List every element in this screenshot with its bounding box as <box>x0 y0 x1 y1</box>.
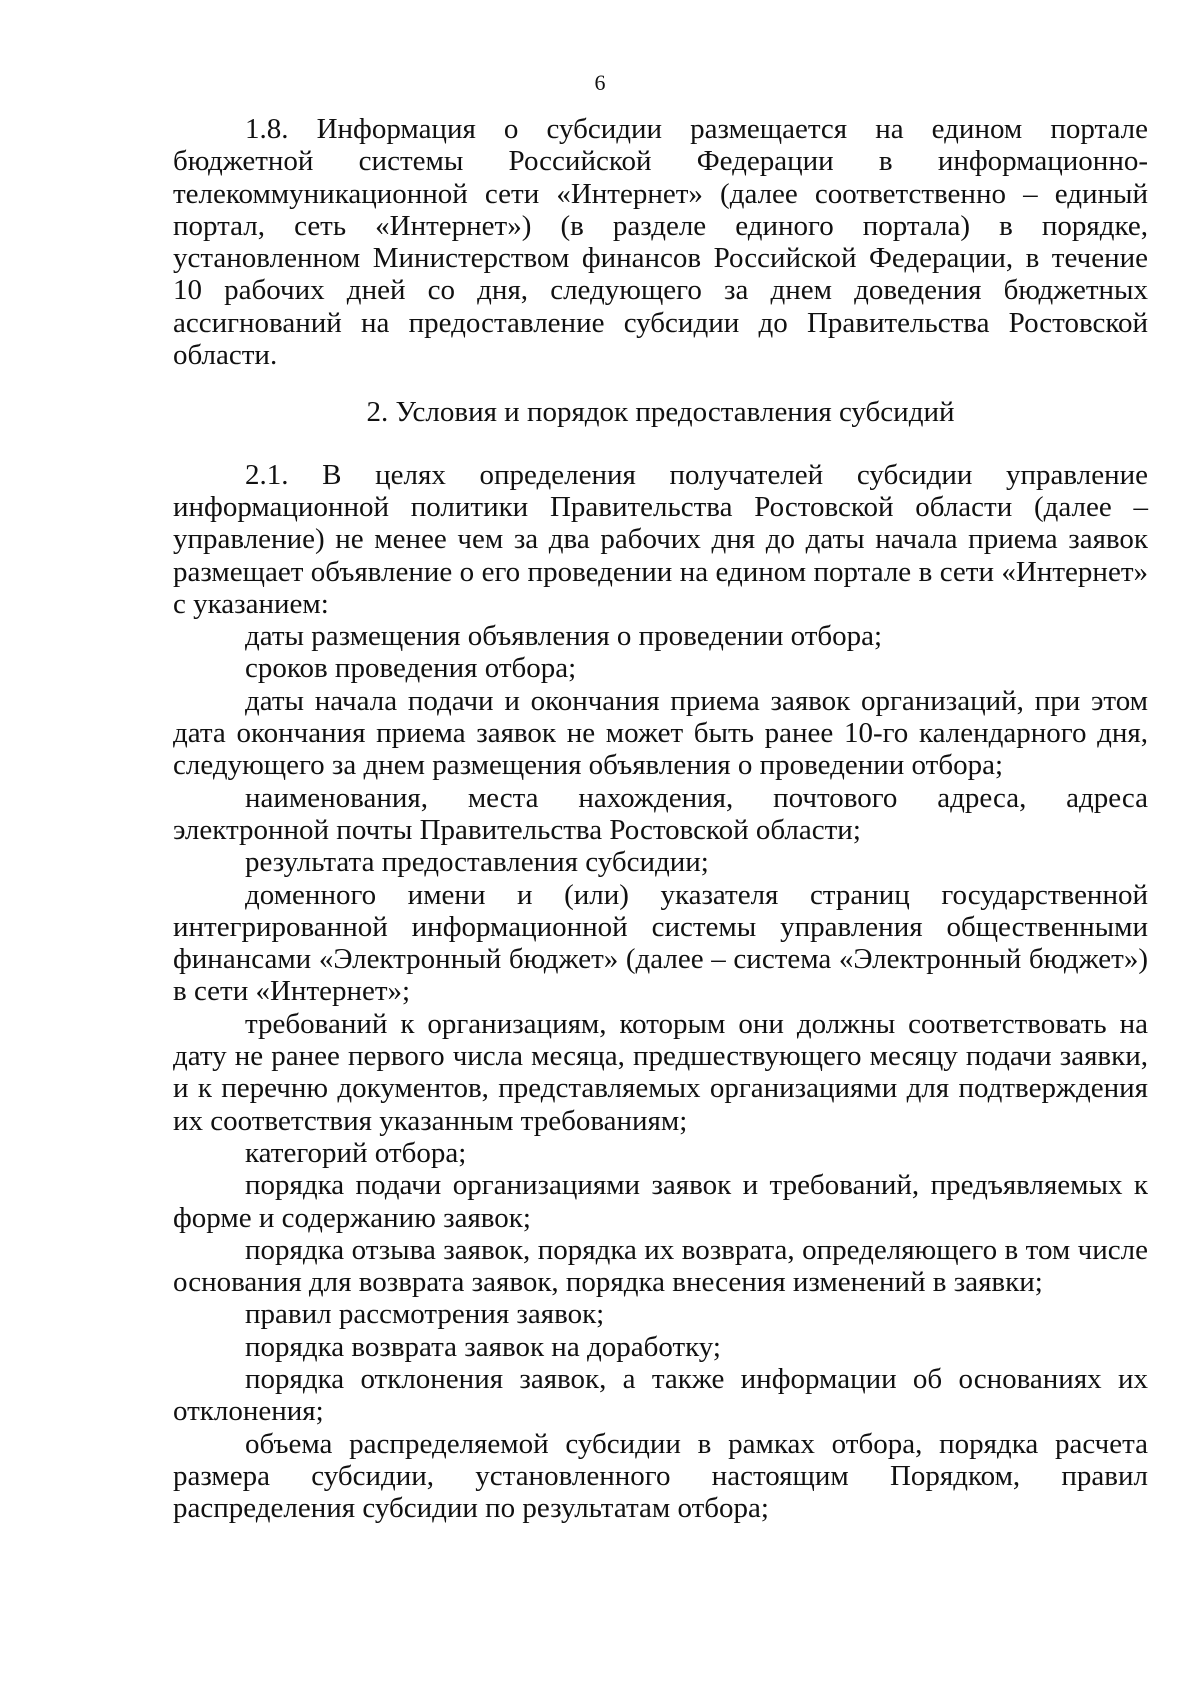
list-item: сроков проведения отбора; <box>245 652 577 685</box>
list-item: наименования, места нахождения, почтового адреса, адреса электронной почты Правительства Ростовской области; <box>173 781 1148 846</box>
page-number: 6 <box>594 70 606 95</box>
list-item: категорий отбора; <box>245 1136 467 1169</box>
list-item: порядка подачи организациями заявок и требований, предъявляемых к форме и содержанию заявок; <box>173 1169 1148 1234</box>
section-heading: 2. Условия и порядок предоставления субсидий <box>366 396 955 429</box>
list-item: требований к организациям, которым они должны соответствовать на дату не ранее первого числа месяца, предшествующего месяцу подачи заявки, и к перечню документов, представляемых организациями для подтверждения их соответствия указанным требованиям; <box>173 1007 1148 1137</box>
list-item: порядка отзыва заявок, порядка их возврата, определяющего в том числе основания для возврата заявок, порядка внесения изменений в заявки; <box>173 1233 1148 1299</box>
document-body <box>173 113 1148 1524</box>
paragraph-2-1: 2.1. В целях определения получателей субсидии управление информационной политики Правительства Ростовской области (далее – управление) не менее чем за два рабочих дня до даты начала приема заявок размещает объявление о его проведении на едином портале в сети «Интернет» с указанием: <box>173 458 1148 620</box>
list-item: порядка возврата заявок на доработку; <box>245 1330 721 1363</box>
list-item: порядка отклонения заявок, а также информации об основаниях их отклонения; <box>173 1362 1148 1428</box>
list-item: результата предоставления субсидии; <box>245 846 709 879</box>
list-item: даты начала подачи и окончания приема заявок организаций, при этом дата окончания приема заявок не может быть ранее 10-го календарного дня, следующего за днем размещения объявления о проведении отбора; <box>173 684 1148 782</box>
paragraph-1-8: 1.8. Информация о субсидии размещается на едином портале бюджетной системы Российской Федерации в информационно-телекоммуникационной сети «Интернет» (далее соответственно – единый портал, сеть «Интернет») (в разделе единого портала) в порядке, установленном Министерством финансов Российской Федерации, в течение 10 рабочих дней со дня, следующего за днем доведения бюджетных ассигнований на предоставление субсидии до Правительства Ростовской области. <box>173 113 1148 372</box>
list-item: объема распределяемой субсидии в рамках отбора, порядка расчета размера субсидии, установленного настоящим Порядком, правил распределения субсидии по результатам отбора; <box>173 1427 1148 1525</box>
list-item: доменного имени и (или) указателя страниц государственной интегрированной информационной системы управления общественными финансами «Электронный бюджет» (далее – система «Электронный бюджет») в сети «Интернет»; <box>173 878 1148 1008</box>
list-item: правил рассмотрения заявок; <box>245 1298 605 1331</box>
list-item: даты размещения объявления о проведении отбора; <box>245 620 883 653</box>
